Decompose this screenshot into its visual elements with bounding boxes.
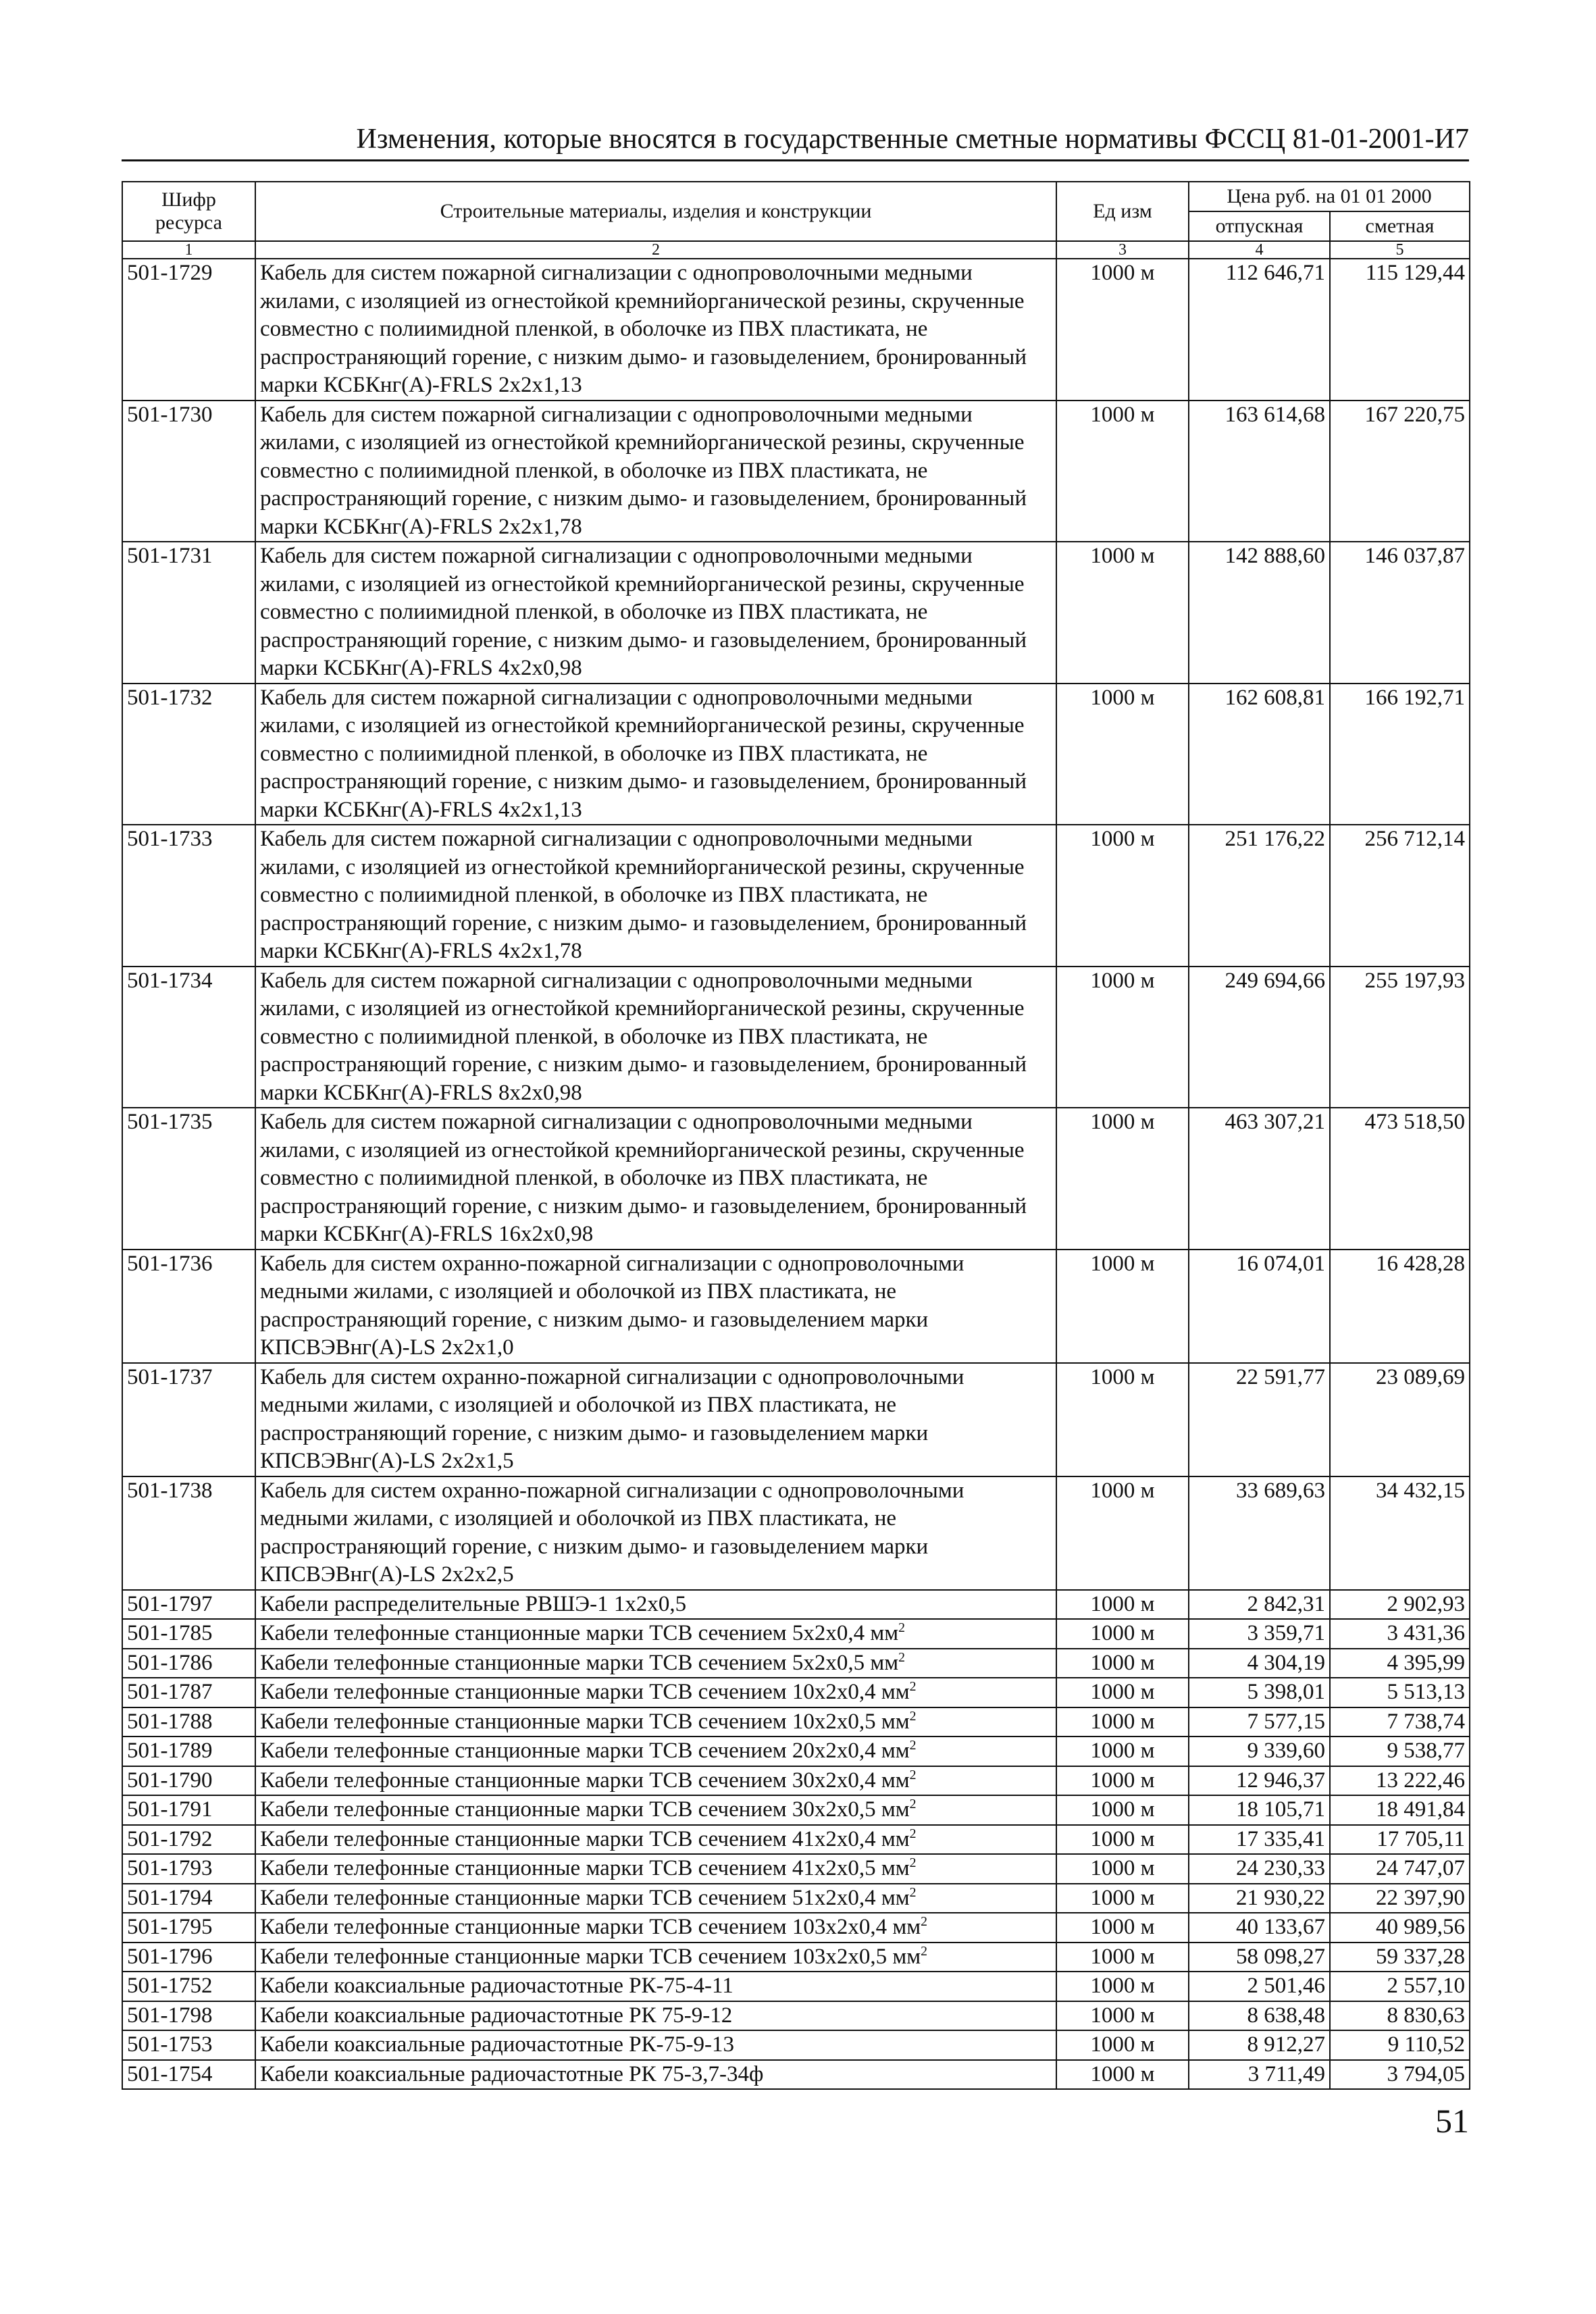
material-name-cell — [255, 1884, 1056, 1913]
table-row — [122, 967, 1470, 1108]
material-name-cell: Кабель для систем пожарной сигнализации с однопроволочными медными жилами, с изоляцией из огнестойкой кремнийорганической резины, скрученные совместно с полиимидной пленкой, в оболочке из ПВХ пластиката, не распространяющий горение, с низким дымо- и газовыделением, бронированный марки КСБКнг(А)-FRLS 2х2х1,13 — [255, 259, 1056, 401]
material-name-text: Кабели телефонные станционные марки ТСВ сечением 10х2х0,5 мм — [260, 1709, 910, 1734]
material-name-cell — [255, 1707, 1056, 1737]
material-name-cell — [255, 1649, 1056, 1678]
material-name-cell — [255, 1619, 1056, 1649]
release-price-cell: 2 501,46 — [1189, 1972, 1330, 2001]
unit-cell: 1000 м — [1056, 2060, 1189, 2090]
material-name-cell — [255, 1943, 1056, 1972]
table-row — [122, 259, 1470, 401]
unit-exponent: 2 — [909, 1855, 917, 1870]
estimate-price-cell: 34 432,15 — [1330, 1476, 1470, 1590]
resource-code-cell: 501-1790 — [122, 1766, 255, 1796]
unit-cell: 1000 м — [1056, 1707, 1189, 1737]
release-price-cell: 5 398,01 — [1189, 1678, 1330, 1707]
estimate-price-cell: 256 712,14 — [1330, 825, 1470, 967]
estimate-price-cell: 2 902,93 — [1330, 1590, 1470, 1620]
table-row — [122, 1707, 1470, 1737]
resource-code-cell: 501-1792 — [122, 1825, 255, 1855]
column-number: 2 — [255, 241, 1056, 259]
unit-cell: 1000 м — [1056, 1590, 1189, 1620]
release-price-cell: 21 930,22 — [1189, 1884, 1330, 1913]
unit-cell: 1000 м — [1056, 1795, 1189, 1825]
resource-code-cell: 501-1798 — [122, 2001, 255, 2031]
release-price-cell: 7 577,15 — [1189, 1707, 1330, 1737]
estimate-price-cell: 3 794,05 — [1330, 2060, 1470, 2090]
material-name-cell: Кабели коаксиальные радиочастотные РК 75-9-12 — [255, 2001, 1056, 2031]
estimate-price-cell: 7 738,74 — [1330, 1707, 1470, 1737]
table-row — [122, 1363, 1470, 1476]
table-row — [122, 2060, 1470, 2090]
unit-cell: 1000 м — [1056, 1649, 1189, 1678]
release-price-cell: 24 230,33 — [1189, 1854, 1330, 1884]
unit-exponent: 2 — [909, 1679, 917, 1694]
release-price-cell: 142 888,60 — [1189, 542, 1330, 684]
material-name-cell: Кабели коаксиальные радиочастотные РК-75-9-13 — [255, 2030, 1056, 2060]
resource-code-cell: 501-1788 — [122, 1707, 255, 1737]
release-price-cell: 3 359,71 — [1189, 1619, 1330, 1649]
table-row — [122, 1737, 1470, 1766]
table-row — [122, 1795, 1470, 1825]
material-name-text: Кабели телефонные станционные марки ТСВ сечением 103х2х0,5 мм — [260, 1944, 921, 1969]
release-price-cell: 17 335,41 — [1189, 1825, 1330, 1855]
material-name-text: Кабели телефонные станционные марки ТСВ сечением 30х2х0,4 мм — [260, 1768, 910, 1793]
estimate-price-cell: 59 337,28 — [1330, 1943, 1470, 1972]
unit-cell: 1000 м — [1056, 401, 1189, 542]
estimate-price-cell: 167 220,75 — [1330, 401, 1470, 542]
table-row — [122, 1649, 1470, 1678]
table-row — [122, 1854, 1470, 1884]
material-name-cell: Кабель для систем охранно-пожарной сигнализации с однопроволочными медными жилами, с изоляцией и оболочкой из ПВХ пластиката, не распространяющий горение, с низким дымо- и газовыделением марки КПСВЭВнг(А)-LS 2х2х1,5 — [255, 1363, 1056, 1476]
material-name-cell: Кабель для систем пожарной сигнализации с однопроволочными медными жилами, с изоляцией из огнестойкой кремнийорганической резины, скрученные совместно с полиимидной пленкой, в оболочке из ПВХ пластиката, не распространяющий горение, с низким дымо- и газовыделением, бронированный марки КСБКнг(А)-FRLS 8х2х0,98 — [255, 967, 1056, 1108]
estimate-price-cell: 115 129,44 — [1330, 259, 1470, 401]
resource-code-cell: 501-1796 — [122, 1943, 255, 1972]
estimate-price-cell: 16 428,28 — [1330, 1250, 1470, 1363]
material-name-cell: Кабель для систем пожарной сигнализации с однопроволочными медными жилами, с изоляцией из огнестойкой кремнийорганической резины, скрученные совместно с полиимидной пленкой, в оболочке из ПВХ пластиката, не распространяющий горение, с низким дымо- и газовыделением, бронированный марки КСБКнг(А)-FRLS 4х2х1,78 — [255, 825, 1056, 967]
material-name-cell — [255, 1854, 1056, 1884]
material-name-cell: Кабели коаксиальные радиочастотные РК 75-3,7-34ф — [255, 2060, 1056, 2090]
table-row — [122, 1619, 1470, 1649]
materials-price-table — [122, 181, 1470, 2090]
resource-code-cell: 501-1794 — [122, 1884, 255, 1913]
estimate-price-cell: 9 110,52 — [1330, 2030, 1470, 2060]
release-price-cell: 251 176,22 — [1189, 825, 1330, 967]
estimate-price-cell: 17 705,11 — [1330, 1825, 1470, 1855]
unit-exponent: 2 — [898, 1649, 905, 1665]
resource-code-cell: 501-1789 — [122, 1737, 255, 1766]
estimate-price-cell: 255 197,93 — [1330, 967, 1470, 1108]
unit-cell: 1000 м — [1056, 1250, 1189, 1363]
table-row — [122, 1678, 1470, 1707]
unit-exponent: 2 — [909, 1767, 917, 1782]
resource-code-cell: 501-1793 — [122, 1854, 255, 1884]
table-row — [122, 684, 1470, 825]
material-name-cell: Кабель для систем охранно-пожарной сигнализации с однопроволочными медными жилами, с изоляцией и оболочкой из ПВХ пластиката, не распространяющий горение, с низким дымо- и газовыделением марки КПСВЭВнг(А)-LS 2х2х1,0 — [255, 1250, 1056, 1363]
unit-cell: 1000 м — [1056, 1943, 1189, 1972]
material-name-text: Кабели телефонные станционные марки ТСВ сечением 103х2х0,4 мм — [260, 1915, 921, 1939]
release-price-cell: 40 133,67 — [1189, 1913, 1330, 1943]
unit-exponent: 2 — [921, 1943, 927, 1959]
table-row — [122, 1884, 1470, 1913]
unit-cell: 1000 м — [1056, 1619, 1189, 1649]
unit-cell: 1000 м — [1056, 1854, 1189, 1884]
page-header-title: Изменения, которые вносятся в государственные сметные нормативы ФССЦ 81-01-2001-И7 — [356, 124, 1469, 155]
table-body — [122, 259, 1470, 2089]
material-name-cell — [255, 1913, 1056, 1943]
unit-exponent: 2 — [909, 1826, 917, 1841]
header-estimate-price: сметная — [1330, 211, 1470, 241]
release-price-cell: 33 689,63 — [1189, 1476, 1330, 1590]
resource-code-cell: 501-1732 — [122, 684, 255, 825]
unit-cell: 1000 м — [1056, 1678, 1189, 1707]
material-name-cell: Кабель для систем пожарной сигнализации с однопроволочными медными жилами, с изоляцией из огнестойкой кремнийорганической резины, скрученные совместно с полиимидной пленкой, в оболочке из ПВХ пластиката, не распространяющий горение, с низким дымо- и газовыделением, бронированный марки КСБКнг(А)-FRLS 4х2х1,13 — [255, 684, 1056, 825]
table-row — [122, 1590, 1470, 1620]
resource-code-cell: 501-1730 — [122, 401, 255, 542]
header-unit: Ед изм — [1056, 182, 1189, 241]
material-name-cell: Кабели коаксиальные радиочастотные РК-75-4-11 — [255, 1972, 1056, 2001]
column-number: 5 — [1330, 241, 1470, 259]
material-name-cell — [255, 1825, 1056, 1855]
resource-code-cell: 501-1735 — [122, 1108, 255, 1250]
table-row — [122, 1972, 1470, 2001]
estimate-price-cell: 2 557,10 — [1330, 1972, 1470, 2001]
material-name-cell: Кабель для систем охранно-пожарной сигнализации с однопроволочными медными жилами, с изоляцией и оболочкой из ПВХ пластиката, не распространяющий горение, с низким дымо- и газовыделением марки КПСВЭВнг(А)-LS 2х2х2,5 — [255, 1476, 1056, 1590]
resource-code-cell: 501-1736 — [122, 1250, 255, 1363]
estimate-price-cell: 22 397,90 — [1330, 1884, 1470, 1913]
release-price-cell: 8 912,27 — [1189, 2030, 1330, 2060]
table-row — [122, 1108, 1470, 1250]
unit-cell: 1000 м — [1056, 825, 1189, 967]
material-name-text: Кабели телефонные станционные марки ТСВ сечением 20х2х0,4 мм — [260, 1739, 910, 1763]
table-row — [122, 542, 1470, 684]
unit-cell: 1000 м — [1056, 1737, 1189, 1766]
resource-code-cell: 501-1752 — [122, 1972, 255, 2001]
resource-code-cell: 501-1731 — [122, 542, 255, 684]
resource-code-cell: 501-1797 — [122, 1590, 255, 1620]
header-code: Шифр ресурса — [122, 182, 255, 241]
header-price-group: Цена руб. на 01 01 2000 — [1189, 182, 1470, 211]
header-divider — [122, 159, 1469, 161]
resource-code-cell: 501-1795 — [122, 1913, 255, 1943]
resource-code-cell: 501-1734 — [122, 967, 255, 1108]
unit-exponent: 2 — [909, 1797, 917, 1811]
estimate-price-cell: 24 747,07 — [1330, 1854, 1470, 1884]
table-row — [122, 1943, 1470, 1972]
material-name-text: Кабели телефонные станционные марки ТСВ сечением 10х2х0,4 мм — [260, 1680, 910, 1704]
table-row — [122, 1476, 1470, 1590]
release-price-cell: 463 307,21 — [1189, 1108, 1330, 1250]
unit-cell: 1000 м — [1056, 967, 1189, 1108]
release-price-cell: 249 694,66 — [1189, 967, 1330, 1108]
release-price-cell: 3 711,49 — [1189, 2060, 1330, 2090]
header-name: Строительные материалы, изделия и конструкции — [255, 182, 1056, 241]
estimate-price-cell: 3 431,36 — [1330, 1619, 1470, 1649]
unit-cell: 1000 м — [1056, 259, 1189, 401]
material-name-cell: Кабель для систем пожарной сигнализации с однопроволочными медными жилами, с изоляцией из огнестойкой кремнийорганической резины, скрученные совместно с полиимидной пленкой, в оболочке из ПВХ пластиката, не распространяющий горение, с низким дымо- и газовыделением, бронированный марки КСБКнг(А)-FRLS 4х2х0,98 — [255, 542, 1056, 684]
table-row — [122, 1825, 1470, 1855]
estimate-price-cell: 473 518,50 — [1330, 1108, 1470, 1250]
release-price-cell: 58 098,27 — [1189, 1943, 1330, 1972]
release-price-cell: 8 638,48 — [1189, 2001, 1330, 2031]
material-name-text: Кабели телефонные станционные марки ТСВ сечением 30х2х0,5 мм — [260, 1797, 910, 1822]
material-name-text: Кабели телефонные станционные марки ТСВ сечением 5х2х0,5 мм — [260, 1650, 899, 1675]
material-name-cell — [255, 1678, 1056, 1707]
material-name-text: Кабели телефонные станционные марки ТСВ сечением 41х2х0,5 мм — [260, 1856, 910, 1880]
table-row — [122, 401, 1470, 542]
resource-code-cell: 501-1729 — [122, 259, 255, 401]
material-name-cell — [255, 1766, 1056, 1796]
resource-code-cell: 501-1737 — [122, 1363, 255, 1476]
release-price-cell: 22 591,77 — [1189, 1363, 1330, 1476]
unit-cell: 1000 м — [1056, 2030, 1189, 2060]
release-price-cell: 112 646,71 — [1189, 259, 1330, 401]
estimate-price-cell: 40 989,56 — [1330, 1913, 1470, 1943]
material-name-text: Кабели телефонные станционные марки ТСВ сечением 41х2х0,4 мм — [260, 1826, 910, 1851]
table-row — [122, 1250, 1470, 1363]
unit-cell: 1000 м — [1056, 1476, 1189, 1590]
release-price-cell: 162 608,81 — [1189, 684, 1330, 825]
release-price-cell: 9 339,60 — [1189, 1737, 1330, 1766]
material-name-cell: Кабель для систем пожарной сигнализации с однопроволочными медными жилами, с изоляцией из огнестойкой кремнийорганической резины, скрученные совместно с полиимидной пленкой, в оболочке из ПВХ пластиката, не распространяющий горение, с низким дымо- и газовыделением, бронированный марки КСБКнг(А)-FRLS 2х2х1,78 — [255, 401, 1056, 542]
release-price-cell: 16 074,01 — [1189, 1250, 1330, 1363]
material-name-cell — [255, 1737, 1056, 1766]
estimate-price-cell: 4 395,99 — [1330, 1649, 1470, 1678]
unit-cell: 1000 м — [1056, 1766, 1189, 1796]
unit-exponent: 2 — [898, 1620, 905, 1635]
release-price-cell: 18 105,71 — [1189, 1795, 1330, 1825]
unit-cell: 1000 м — [1056, 684, 1189, 825]
table-row — [122, 1913, 1470, 1943]
unit-cell: 1000 м — [1056, 1972, 1189, 2001]
estimate-price-cell: 23 089,69 — [1330, 1363, 1470, 1476]
resource-code-cell: 501-1791 — [122, 1795, 255, 1825]
estimate-price-cell: 9 538,77 — [1330, 1737, 1470, 1766]
unit-cell: 1000 м — [1056, 542, 1189, 684]
resource-code-cell: 501-1738 — [122, 1476, 255, 1590]
column-number: 4 — [1189, 241, 1330, 259]
unit-exponent: 2 — [921, 1914, 927, 1929]
release-price-cell: 2 842,31 — [1189, 1590, 1330, 1620]
resource-code-cell: 501-1785 — [122, 1619, 255, 1649]
estimate-price-cell: 18 491,84 — [1330, 1795, 1470, 1825]
resource-code-cell: 501-1754 — [122, 2060, 255, 2090]
material-name-text: Кабели телефонные станционные марки ТСВ сечением 51х2х0,4 мм — [260, 1885, 910, 1910]
unit-exponent: 2 — [909, 1738, 917, 1753]
material-name-cell — [255, 1795, 1056, 1825]
header-release-price: отпускная — [1189, 211, 1330, 241]
unit-cell: 1000 м — [1056, 2001, 1189, 2031]
unit-cell: 1000 м — [1056, 1825, 1189, 1855]
table-row — [122, 1766, 1470, 1796]
estimate-price-cell: 13 222,46 — [1330, 1766, 1470, 1796]
resource-code-cell: 501-1733 — [122, 825, 255, 967]
unit-exponent: 2 — [909, 1884, 917, 1900]
estimate-price-cell: 146 037,87 — [1330, 542, 1470, 684]
table-row — [122, 2001, 1470, 2031]
release-price-cell: 4 304,19 — [1189, 1649, 1330, 1678]
column-number: 1 — [122, 241, 255, 259]
material-name-cell: Кабели распределительные РВШЭ-1 1х2х0,5 — [255, 1590, 1056, 1620]
unit-cell: 1000 м — [1056, 1884, 1189, 1913]
column-number: 3 — [1056, 241, 1189, 259]
material-name-cell: Кабель для систем пожарной сигнализации с однопроволочными медными жилами, с изоляцией из огнестойкой кремнийорганической резины, скрученные совместно с полиимидной пленкой, в оболочке из ПВХ пластиката, не распространяющий горение, с низким дымо- и газовыделением, бронированный марки КСБКнг(А)-FRLS 16х2х0,98 — [255, 1108, 1056, 1250]
resource-code-cell: 501-1753 — [122, 2030, 255, 2060]
release-price-cell: 12 946,37 — [1189, 1766, 1330, 1796]
release-price-cell: 163 614,68 — [1189, 401, 1330, 542]
estimate-price-cell: 8 830,63 — [1330, 2001, 1470, 2031]
resource-code-cell: 501-1787 — [122, 1678, 255, 1707]
table-row — [122, 825, 1470, 967]
unit-cell: 1000 м — [1056, 1108, 1189, 1250]
unit-cell: 1000 м — [1056, 1363, 1189, 1476]
unit-exponent: 2 — [909, 1708, 917, 1724]
estimate-price-cell: 5 513,13 — [1330, 1678, 1470, 1707]
resource-code-cell: 501-1786 — [122, 1649, 255, 1678]
unit-cell: 1000 м — [1056, 1913, 1189, 1943]
material-name-text: Кабели телефонные станционные марки ТСВ сечением 5х2х0,4 мм — [260, 1621, 899, 1645]
estimate-price-cell: 166 192,71 — [1330, 684, 1470, 825]
table-row — [122, 2030, 1470, 2060]
page-number: 51 — [1435, 2102, 1469, 2140]
